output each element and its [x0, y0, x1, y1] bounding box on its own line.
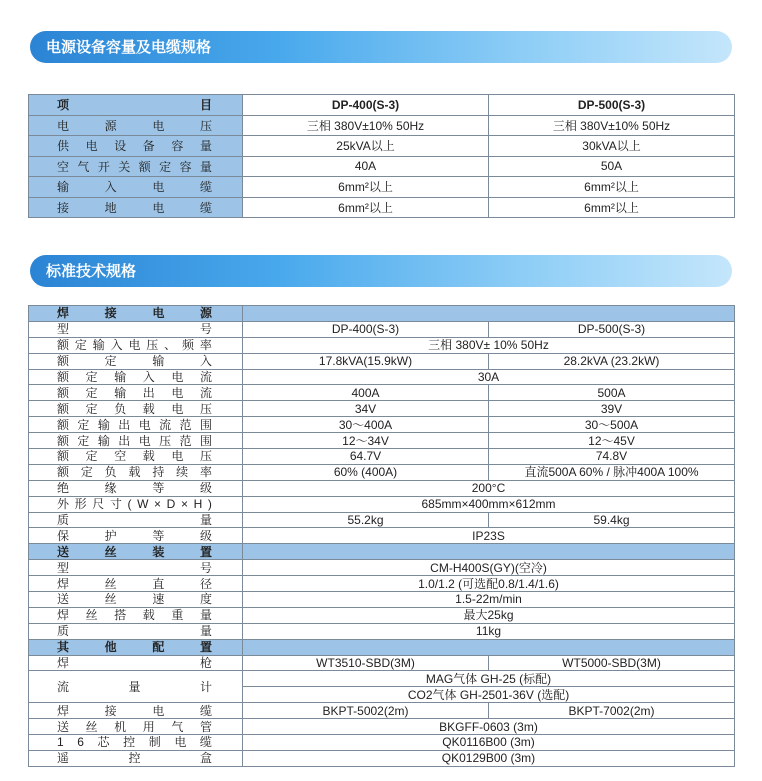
cell-value: 55.2kg [243, 512, 489, 528]
section-header-row [29, 306, 735, 322]
table-row [29, 655, 735, 671]
row-label: 型 号 [57, 560, 212, 575]
cell-value: 6mm²以上 [489, 177, 735, 198]
row-label: 供 电 设 备 容 量 [57, 139, 212, 154]
table-row [29, 136, 735, 157]
cell-value: 60% (400A) [243, 464, 489, 480]
table-header-row [29, 95, 735, 116]
cell-value: 34V [243, 401, 489, 417]
cell-value: WT3510-SBD(3M) [243, 655, 489, 671]
cell-value: BKPT-7002(2m) [489, 703, 735, 719]
table-row [29, 433, 735, 449]
cell-value: DP-400(S-3) [243, 321, 489, 337]
cell-value: 50A [489, 156, 735, 177]
table-row [29, 560, 735, 576]
cell-value: 1.5-22m/min [243, 592, 735, 608]
cell-value: MAG气体 GH-25 (标配) [243, 671, 735, 687]
row-label: 焊 丝 直 径 [57, 576, 212, 591]
table-row [29, 607, 735, 623]
row-label: 绝 缘 等 级 [57, 481, 212, 496]
row-label: 项 目 [57, 98, 212, 113]
row-label: 额 定 输 入 电 流 [57, 370, 212, 384]
row-label: 额 定 输 入 [57, 354, 212, 369]
row-label: 电 源 电 压 [57, 118, 212, 133]
row-label: 送 丝 速 度 [57, 592, 212, 607]
row-label: 焊 枪 [57, 656, 212, 671]
cell-value: 30～400A [243, 417, 489, 433]
table-row [29, 623, 735, 639]
cell-value: 30A [243, 369, 735, 385]
row-label: 焊 丝 搭 载 重 量 [57, 608, 212, 623]
cell-value: 6mm²以上 [243, 177, 489, 198]
cell-value: 59.4kg [489, 512, 735, 528]
table-row [29, 401, 735, 417]
table-row [29, 480, 735, 496]
row-label: 流 量 计 [57, 679, 212, 694]
cell-value: 400A [243, 385, 489, 401]
cell-value: WT5000-SBD(3M) [489, 655, 735, 671]
table-row [29, 369, 735, 385]
table-row [29, 703, 735, 719]
section-heading: 其 他 配 置 [57, 640, 212, 655]
section-heading: 焊 接 电 源 [57, 306, 212, 321]
cell-value: 74.8V [489, 449, 735, 465]
table-row [29, 156, 735, 177]
row-label: 空 气 开 关 额 定 容 量 [57, 159, 212, 174]
cell-value: 500A [489, 385, 735, 401]
cell-value: 30kVA以上 [489, 136, 735, 157]
section-banner-power-capacity: 电源设备容量及电缆规格 [30, 31, 732, 63]
cell-value: QK0129B00 (3m) [243, 750, 735, 766]
table-row [29, 177, 735, 198]
cell-value: 6mm²以上 [489, 197, 735, 218]
cell-value: 12～45V [489, 433, 735, 449]
column-header: DP-500(S-3) [489, 95, 735, 116]
table-row [29, 197, 735, 218]
row-label: 外 形 尺 寸 ( W × D × H ) [57, 497, 212, 512]
cell-value: CM-H400S(GY)(空冷) [243, 560, 735, 576]
table-row [29, 115, 735, 136]
cell-value: 三相 380V±10% 50Hz [489, 115, 735, 136]
cell-value: 17.8kVA(15.9kW) [243, 353, 489, 369]
section-header-row [29, 544, 735, 560]
row-label: 焊 接 电 缆 [57, 703, 212, 718]
row-label: 输 入 电 缆 [57, 180, 212, 195]
cell-value: 200°C [243, 480, 735, 496]
row-label: 额 定 输 出 电 压 范 围 [57, 433, 212, 448]
table-row [29, 750, 735, 766]
table-row [29, 417, 735, 433]
cell-value: 40A [243, 156, 489, 177]
row-label: 接 地 电 缆 [57, 200, 212, 215]
cell-value: 1.0/1.2 (可选配0.8/1.4/1.6) [243, 576, 735, 592]
cell-value: QK0116B00 (3m) [243, 735, 735, 751]
cell-value: 30～500A [489, 417, 735, 433]
cell-value: DP-500(S-3) [489, 321, 735, 337]
cell-value: 三相 380V± 10% 50Hz [243, 337, 735, 353]
row-label: 1 6 芯 控 制 电 缆 [57, 735, 212, 750]
section-banner-tech-specs: 标准技术规格 [30, 255, 732, 287]
table-row [29, 671, 735, 687]
table-row [29, 576, 735, 592]
row-label: 遥 控 盒 [57, 751, 212, 766]
row-label: 额 定 输 出 电 流 [57, 385, 212, 400]
cell-value: 最大25kg [243, 607, 735, 623]
row-label: 额 定 输 入 电 压 、 频 率 [57, 338, 212, 353]
cell-value: 6mm²以上 [243, 197, 489, 218]
cell-value: BKGFF-0603 (3m) [243, 719, 735, 735]
row-label: 质 量 [57, 624, 212, 639]
table-row [29, 496, 735, 512]
cell-value: 28.2kVA (23.2kW) [489, 353, 735, 369]
cell-value: 11kg [243, 623, 735, 639]
row-label: 送 丝 机 用 气 管 [57, 719, 212, 734]
row-label: 质 量 [57, 513, 212, 528]
cell-value: 685mm×400mm×612mm [243, 496, 735, 512]
row-label: 额 定 输 出 电 流 范 围 [57, 417, 212, 432]
cell-value: 直流500A 60% / 脉冲400A 100% [489, 464, 735, 480]
cell-value: 39V [489, 401, 735, 417]
cell-value: BKPT-5002(2m) [243, 703, 489, 719]
row-label: 额 定 负 载 电 压 [57, 401, 212, 416]
section-header-row [29, 639, 735, 655]
section-heading: 送 丝 装 置 [57, 544, 212, 559]
column-header: DP-400(S-3) [243, 95, 489, 116]
table-row [29, 512, 735, 528]
table-row [29, 449, 735, 465]
row-label: 型 号 [57, 322, 212, 337]
table-row [29, 385, 735, 401]
cell-value: 三相 380V±10% 50Hz [243, 115, 489, 136]
row-label: 保 护 等 级 [57, 528, 212, 543]
cell-value: CO2气体 GH-2501-36V (选配) [243, 687, 735, 703]
table-row [29, 353, 735, 369]
table-row [29, 464, 735, 480]
cell-value: 25kVA以上 [243, 136, 489, 157]
cell-value: 64.7V [243, 449, 489, 465]
table-row [29, 592, 735, 608]
power-capacity-table [28, 94, 735, 218]
cell-value: IP23S [243, 528, 735, 544]
table-row [29, 321, 735, 337]
table-row [29, 337, 735, 353]
cell-value: 12～34V [243, 433, 489, 449]
row-label: 额 定 负 载 持 续 率 [57, 465, 212, 480]
table-row [29, 735, 735, 751]
tech-specs-table [28, 305, 735, 767]
table-row [29, 719, 735, 735]
table-row [29, 528, 735, 544]
row-label: 额 定 空 载 电 压 [57, 449, 212, 464]
